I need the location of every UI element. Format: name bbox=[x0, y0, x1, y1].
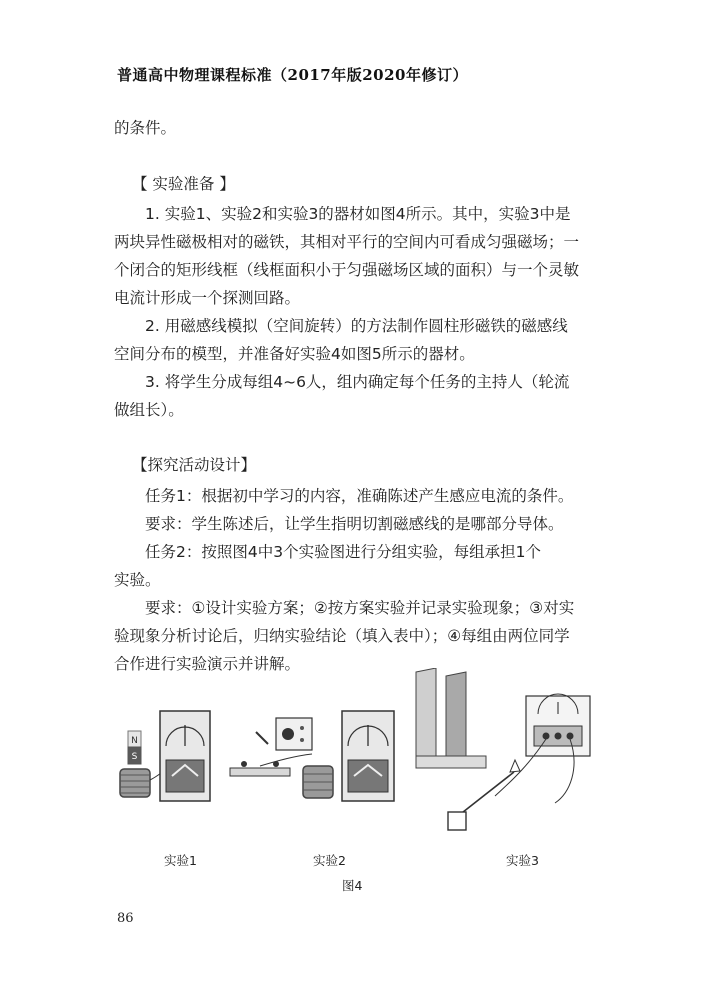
experiment-1-apparatus bbox=[120, 711, 210, 801]
figure-title: 图4 bbox=[342, 878, 363, 893]
text-line: 个闭合的矩形线框（线框面积小于匀强磁场区域的面积）与一个灵敏 bbox=[114, 261, 580, 279]
text-line: 两块异性磁极相对的磁铁，其相对平行的空间内可看成匀强磁场；一 bbox=[114, 233, 580, 251]
text-line: 3. 将学生分成每组4~6人，组内确定每个任务的主持人（轮流 bbox=[145, 373, 570, 391]
caption-experiment-2: 实验2 bbox=[313, 853, 346, 868]
probe-handle bbox=[458, 772, 514, 816]
text-line: 的条件。 bbox=[114, 119, 177, 137]
running-header: 普通高中物理课程标准（2017年版2020年修订） bbox=[117, 66, 468, 84]
text-line: 合作进行实验演示并讲解。 bbox=[114, 655, 301, 673]
magnet-s-label: S bbox=[131, 752, 138, 762]
text-line: 要求：①设计实验方案；②按方案实验并记录实验现象；③对实 bbox=[145, 599, 575, 617]
magnet-plate-right bbox=[446, 672, 466, 764]
text-line: 任务2：按照图4中3个实验图进行分组实验，每组承担1个 bbox=[145, 543, 541, 561]
caption-experiment-1: 实验1 bbox=[164, 853, 197, 868]
rheostat bbox=[230, 768, 290, 776]
magnet-n-label: N bbox=[131, 736, 138, 746]
experiment-3-apparatus bbox=[416, 668, 590, 830]
caption-experiment-3: 实验3 bbox=[506, 853, 539, 868]
text-line: 做组长）。 bbox=[114, 401, 184, 419]
rectangular-loop bbox=[448, 812, 466, 830]
text-line: 1. 实验1、实验2和实验3的器材如图4所示。其中，实验3中是 bbox=[145, 205, 571, 223]
text-line: 电流计形成一个探测回路。 bbox=[114, 289, 301, 307]
experiment-2-apparatus bbox=[230, 711, 394, 801]
section-heading-experiment-prep: 【 实验准备 】 bbox=[132, 175, 235, 193]
figure-4-illustration bbox=[110, 668, 610, 848]
magnet-plate-left bbox=[416, 668, 436, 762]
text-line: 实验。 bbox=[114, 571, 161, 589]
text-line: 2. 用磁感线模拟（空间旋转）的方法制作圆柱形磁铁的磁感线 bbox=[145, 317, 568, 335]
text-line: 任务1：根据初中学习的内容，准确陈述产生感应电流的条件。 bbox=[145, 487, 574, 505]
page-number: 86 bbox=[117, 911, 134, 926]
text-line: 验现象分析讨论后，归纳实验结论（填入表中）；④每组由两位同学 bbox=[114, 627, 570, 645]
text-line: 要求：学生陈述后，让学生指明切割磁感线的是哪部分导体。 bbox=[145, 515, 564, 533]
text-line: 空间分布的模型，并准备好实验4如图5所示的器材。 bbox=[114, 345, 475, 363]
section-heading-activity-design: 【探究活动设计】 bbox=[132, 456, 257, 474]
